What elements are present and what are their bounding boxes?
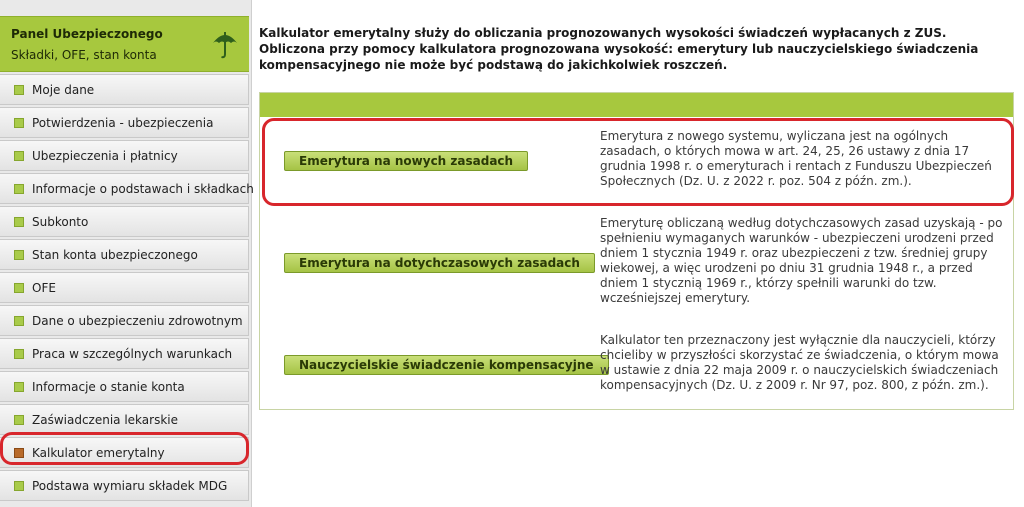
sidebar-item-szczegolne-warunki[interactable] (0, 338, 249, 369)
sidebar-item-label: Subkonto (32, 215, 89, 229)
sidebar-item-podstawa-mdg[interactable] (0, 470, 249, 501)
intro-text: Kalkulator emerytalny służy do obliczania prognozowanych wysokości świadczeń wypłacanych z ZUS. Obliczona przy pomocy kalkulatora prognozowana wysokość: emerytury lub nauczycielskiego świadczenia kompensacyjnego nie może być podstawą do jakichkolwiek roszczeń. (259, 26, 979, 72)
bullet-icon (14, 184, 24, 194)
umbrella-icon (211, 29, 239, 59)
sidebar-item-label: Potwierdzenia - ubezpieczenia (32, 116, 214, 130)
sidebar-item-label: Dane o ubezpieczeniu zdrowotnym (32, 314, 243, 328)
teacher-compensation-button[interactable]: Nauczycielskie świadczenie kompensacyjne (284, 355, 609, 375)
sidebar-item-label: Moje dane (32, 83, 95, 97)
sidebar-item-label: Kalkulator emerytalny (32, 446, 165, 460)
panel-title: Panel Ubezpieczonego (11, 27, 163, 41)
new-rules-pension-description: Emerytura z nowego systemu, wyliczana jest na ogólnych zasadach, o których mowa w art. 24, 25, 26 ustawy z dnia 17 grudnia 1998 r. o emeryturach i rentach z Funduszu Ubezpieczeń Społecznych (Dz. U. z 2022 r. poz. 504 z późn. zm.). (600, 129, 992, 188)
sidebar-item-moje-dane[interactable] (0, 74, 249, 105)
bullet-icon (14, 415, 24, 425)
sidebar-item-label: Informacje o podstawach i składkach (32, 182, 254, 196)
calculator-panel (259, 92, 1014, 410)
sidebar-item-label: Podstawa wymiaru składek MDG (32, 479, 228, 493)
bullet-icon (14, 481, 24, 491)
sidebar-item-label: Zaświadczenia lekarskie (32, 413, 178, 427)
sidebar-item-label: Informacje o stanie konta (32, 380, 185, 394)
bullet-icon (14, 316, 24, 326)
sidebar-item-subkonto[interactable] (0, 206, 249, 237)
sidebar-item-podstawy-skladki[interactable] (0, 173, 254, 204)
sidebar-item-stan-konta-ubezpieczonego[interactable] (0, 239, 249, 270)
teacher-compensation-description: Kalkulator ten przeznaczony jest wyłącznie dla nauczycieli, którzy chcieliby w przyszłości skorzystać ze świadczenia, o którym mowa w ustawie z dnia 22 maja 2009 r. o nauczycielskich świadczeniach kompensacyjnych (Dz. U. z 2009 r. Nr 97, poz. 800, z późn. zm.). (600, 333, 999, 392)
sidebar-item-label: OFE (32, 281, 56, 295)
sidebar-item-potwierdzenia[interactable] (0, 107, 249, 138)
sidebar-menu (0, 74, 254, 503)
bullet-icon (14, 217, 24, 227)
calculator-panel-header (260, 93, 1013, 117)
sidebar-item-label: Stan konta ubezpieczonego (32, 248, 198, 262)
sidebar-item-ubezpieczenia-platnicy[interactable] (0, 140, 249, 171)
sidebar-item-ubezpieczenie-zdrowotne[interactable] (0, 305, 249, 336)
bullet-icon (14, 349, 24, 359)
bullet-icon (14, 382, 24, 392)
old-rules-pension-description: Emeryturę obliczaną według dotychczasowych zasad uzyskają - po spełnieniu wymaganych warunków - ubezpieczeni urodzeni przed dniem 1 stycznia 1949 r. oraz ubezpieczeni z tzw. średniej grupy wiekowej, a więc urodzeni po dniu 31 grudnia 1948 r., a przed dniem 1 stycznią 1969 r., którzy spełnili warunki do tzw. wcześniejszej emerytury. (600, 216, 1003, 305)
new-rules-pension-button[interactable]: Emerytura na nowych zasadach (284, 151, 528, 171)
sidebar-item-label: Praca w szczególnych warunkach (32, 347, 233, 361)
bullet-icon (14, 250, 24, 260)
old-rules-pension-button[interactable]: Emerytura na dotychczasowych zasadach (284, 253, 595, 273)
panel-subtitle: Składki, OFE, stan konta (11, 48, 157, 62)
sidebar-item-informacje-stan-konta[interactable] (0, 371, 249, 402)
sidebar-item-zaswiadczenia-lekarskie[interactable] (0, 404, 249, 435)
bullet-active-icon (14, 448, 24, 458)
bullet-icon (14, 151, 24, 161)
panel-header[interactable] (0, 16, 249, 72)
sidebar (0, 0, 252, 507)
sidebar-item-label: Ubezpieczenia i płatnicy (32, 149, 178, 163)
bullet-icon (14, 85, 24, 95)
sidebar-item-ofe[interactable] (0, 272, 249, 303)
sidebar-item-kalkulator-emerytalny[interactable] (0, 437, 249, 468)
bullet-icon (14, 118, 24, 128)
bullet-icon (14, 283, 24, 293)
